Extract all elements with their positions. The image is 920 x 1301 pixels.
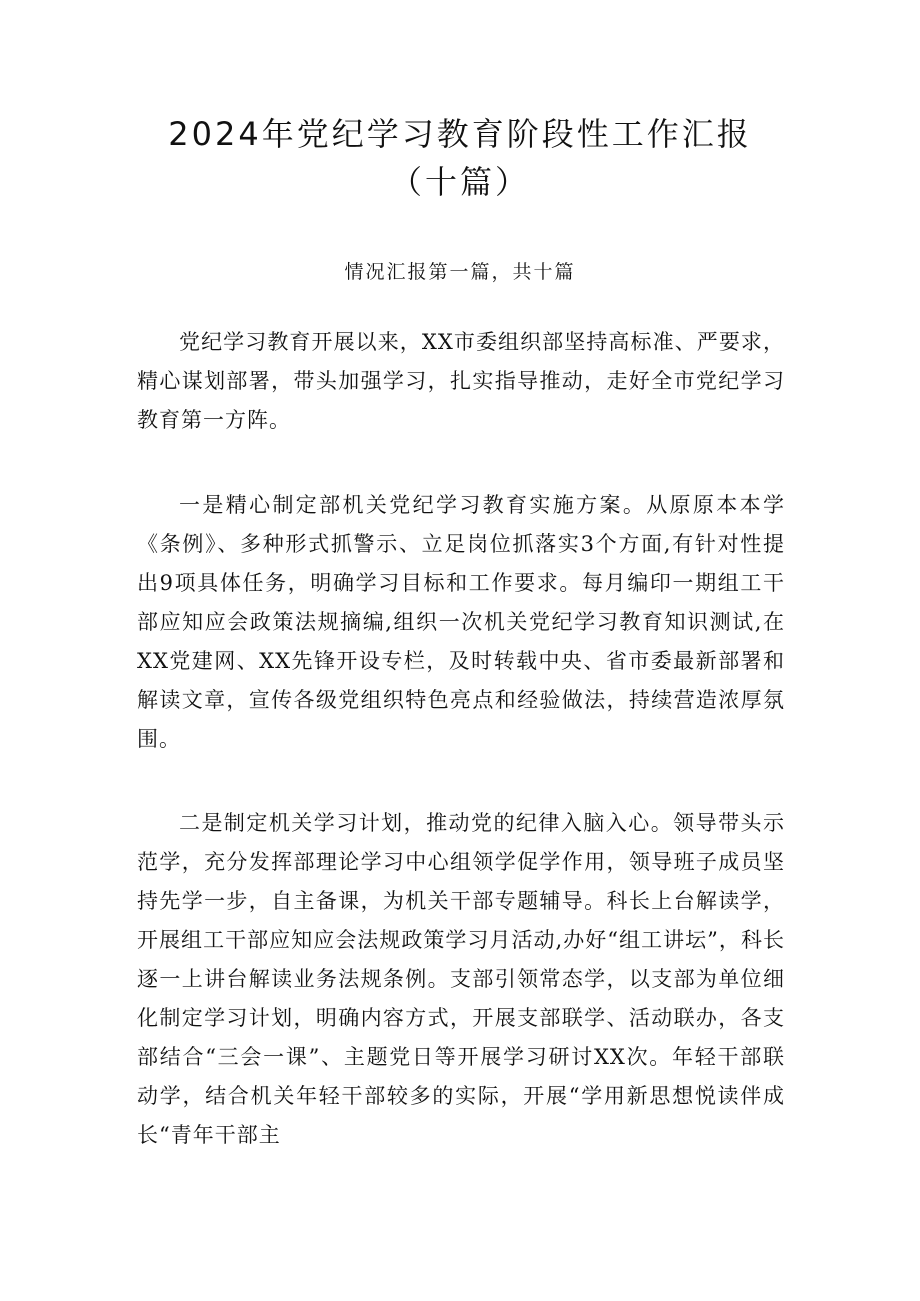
- paragraph-point-one: 一是精心制定部机关党纪学习教育实施方案。从原原本本学《条例》、多种形式抓警示、立足岗位抓落实3个方面,有针对性提出9项具体任务，明确学习目标和工作要求。每月编印一期组工干部应知应会政策法规摘编,组织一次机关党纪学习教育知识测试,在XX党建网、XX先锋开设专栏，及时转载中央、省市委最新部署和解读文章，宣传各级党组织特色亮点和经验做法，持续营造浓厚氛围。: [137, 493, 785, 751]
- paragraph-point-two: 二是制定机关学习计划，推动党的纪律入脑入心。领导带头示范学，充分发挥部理论学习中心组领学促学作用，领导班子成员坚持先学一步，自主备课，为机关干部专题辅导。科长上台解读学，开展组工干部应知应会法规政策学习月活动,办好“组工讲坛”，科长逐一上讲台解读业务法规条例。支部引领常态学，以支部为单位细化制定学习计划，明确内容方式，开展支部联学、活动联办，各支部结合“三会一课”、主题党日等开展学习研讨XX次。年轻干部联动学，结合机关年轻干部较多的实际，开展“学用新思想悦读伴成长“青年干部主: [137, 811, 785, 1147]
- document-title: 2024年党纪学习教育阶段性工作汇报（十篇）: [168, 115, 752, 201]
- paragraph-intro: 党纪学习教育开展以来，XX市委组织部坚持高标准、严要求，精心谋划部署，带头加强学习，扎实指导推动，走好全市党纪学习教育第一方阵。: [137, 330, 785, 432]
- document-subtitle: 情况汇报第一篇，共十篇: [344, 261, 576, 283]
